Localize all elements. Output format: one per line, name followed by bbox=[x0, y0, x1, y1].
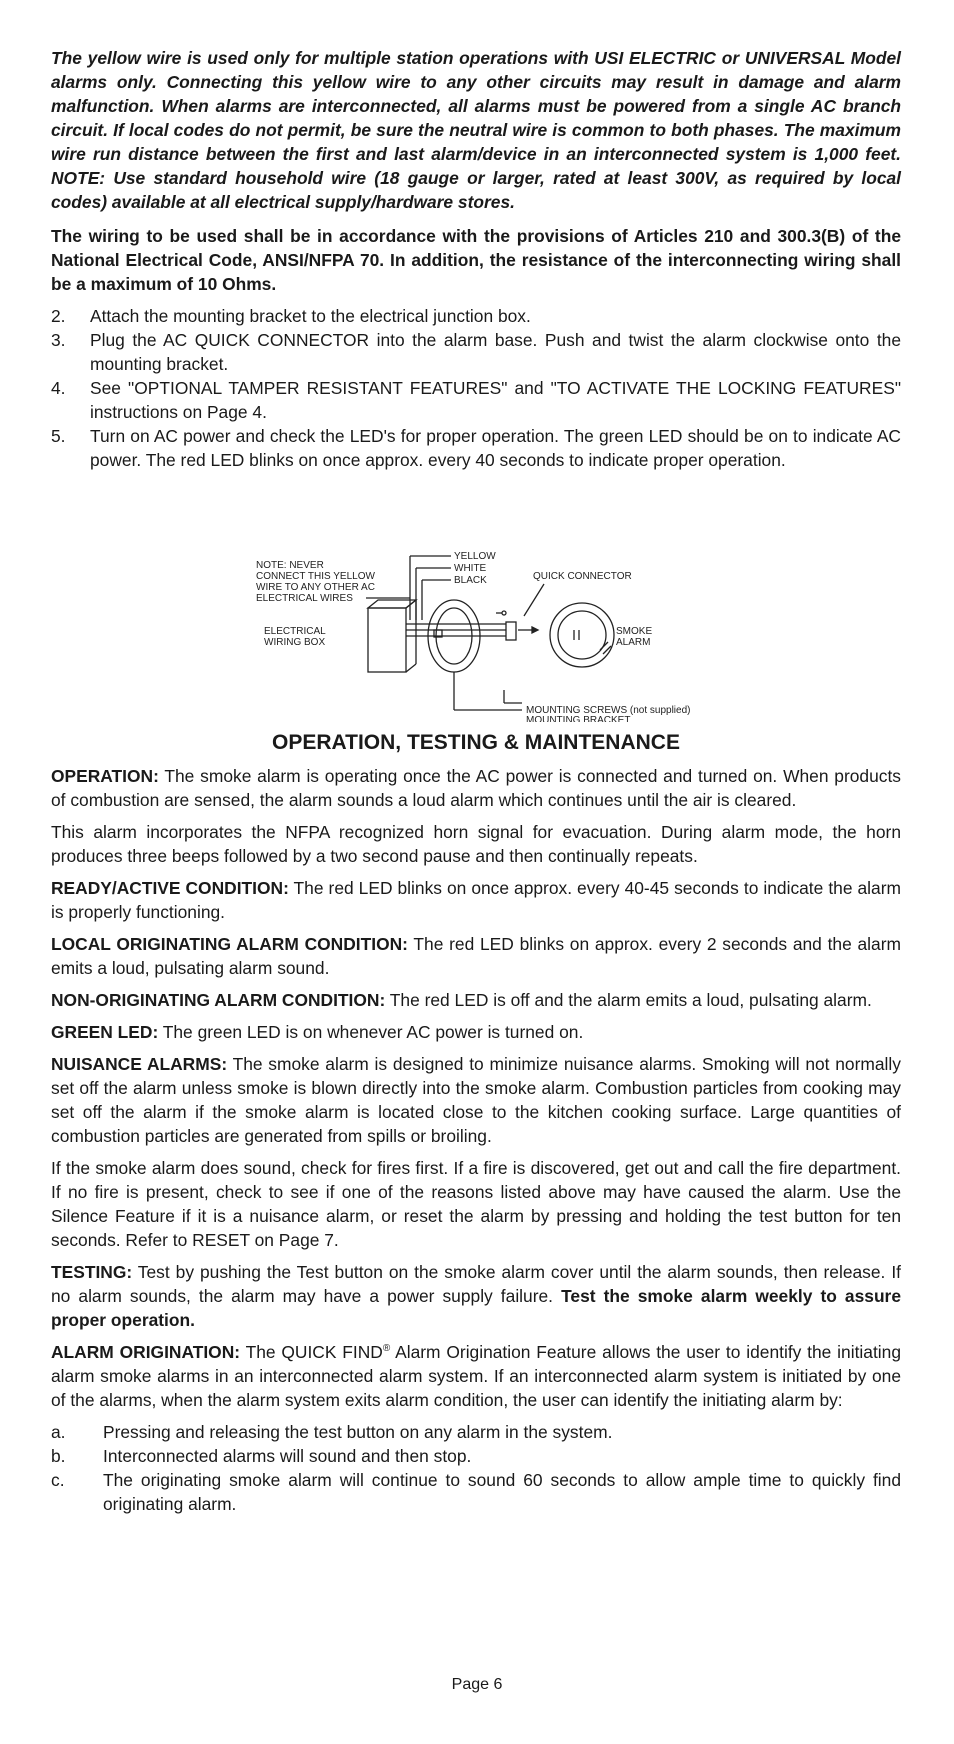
svg-text:WIRING BOX: WIRING BOX bbox=[264, 637, 326, 648]
ready-condition-paragraph: READY/ACTIVE CONDITION: The red LED blinks on once approx. every 40-45 seconds to indicate the alarm is properly functioning. bbox=[51, 878, 901, 922]
local-originating-paragraph: LOCAL ORIGINATING ALARM CONDITION: The red LED blinks on approx. every 2 seconds and the alarm emits a loud, pulsating alarm sound. bbox=[51, 934, 901, 978]
yellow-wire-warning: The yellow wire is used only for multiple station operations with USI ELECTRIC or UNIVERSAL Model alarms only. Connecting this yellow wire to any other circuits may result in damage and alarm malfunction. When alarms are interconnected, all alarms must be powered from a single AC branch circuit. If local codes do not permit, be sure the neutral wire is common to both phases. The maximum wire run distance between the first and last alarm/device in an interconnected system is 1,000 feet. NOTE: Use standard household wire (18 gauge or larger, rated at least 300V, as required by local codes) available at all electrical supply/hardware stores. bbox=[51, 48, 901, 212]
svg-text:BLACK: BLACK bbox=[454, 575, 487, 586]
horn-paragraph: This alarm incorporates the NFPA recognized horn signal for evacuation. During alarm mode, the horn produces three beeps followed by a two second pause and then continually repeats. bbox=[51, 822, 901, 866]
list-item: b. Interconnected alarms will sound and then stop. bbox=[51, 1446, 472, 1466]
svg-text:WIRE TO ANY OTHER AC: WIRE TO ANY OTHER AC bbox=[256, 582, 375, 593]
diagram-note-label bbox=[256, 560, 375, 604]
quick-connector-label: QUICK CONNECTOR bbox=[533, 571, 632, 582]
manual-page bbox=[51, 46, 901, 1516]
svg-text:ALARM: ALARM bbox=[616, 637, 651, 648]
svg-text:YELLOW: YELLOW bbox=[454, 551, 496, 562]
wiring-box-label bbox=[264, 626, 326, 648]
green-led-paragraph: GREEN LED: The green LED is on whenever AC power is turned on. bbox=[51, 1022, 584, 1042]
origination-steps bbox=[51, 1420, 901, 1516]
mounting-screws-label: MOUNTING SCREWS (not supplied) bbox=[526, 705, 691, 716]
wiring-requirements: The wiring to be used shall be in accordance with the provisions of Articles 210 and 300.3(B) of the National Electrical Code, ANSI/NFPA 70. In addition, the resistance of the interconnecting wiring shall be a maximum of 10 Ohms. bbox=[51, 226, 901, 294]
nuisance-alarms-paragraph: NUISANCE ALARMS: The smoke alarm is designed to minimize nuisance alarms. Smoking will not normally set off the alarm unless smoke is blown directly into the smoke alarm. Combustion particles from cooking may set off the alarm if the smoke alarm is located close to the kitchen cooking surface. Large quantities of combustion particles are generated from spills or broiling. bbox=[51, 1054, 901, 1146]
list-item: 2. Attach the mounting bracket to the electrical junction box. bbox=[51, 306, 531, 326]
svg-text:SMOKE: SMOKE bbox=[616, 626, 653, 637]
list-item: c. The originating smoke alarm will continue to sound 60 seconds to allow ample time to quickly find originating alarm. bbox=[51, 1470, 901, 1514]
svg-text:NOTE: NEVER: NOTE: NEVER bbox=[256, 560, 324, 571]
installation-steps bbox=[51, 304, 901, 472]
svg-text:ELECTRICAL: ELECTRICAL bbox=[264, 626, 326, 637]
section-title: OPERATION, TESTING & MAINTENANCE bbox=[272, 731, 680, 754]
svg-text:ELECTRICAL WIRES: ELECTRICAL WIRES bbox=[256, 593, 353, 604]
mounting-bracket-label: MOUNTING BRACKET bbox=[526, 715, 631, 722]
smoke-alarm-label bbox=[616, 626, 652, 648]
page-number: Page 6 bbox=[451, 1676, 503, 1693]
svg-text:WHITE: WHITE bbox=[454, 563, 487, 574]
non-originating-paragraph: NON-ORIGINATING ALARM CONDITION: The red LED is off and the alarm emits a loud, pulsating alarm. bbox=[51, 990, 872, 1010]
alarm-origination-paragraph: ALARM ORIGINATION: The QUICK FIND® Alarm Origination Feature allows the user to identify the initiating alarm smoke alarms in an interconnected alarm system. If an interconnected alarm system is initiated by one of the alarms, when the alarm system exits alarm condition, the user can identify the initiating alarm by: bbox=[51, 1342, 901, 1410]
wire-color-labels bbox=[454, 551, 496, 586]
list-item: 4. See "OPTIONAL TAMPER RESISTANT FEATURES" and "TO ACTIVATE THE LOCKING FEATURES" instructions on Page 4. bbox=[51, 378, 901, 422]
fire-check-paragraph: If the smoke alarm does sound, check for fires first. If a fire is discovered, get out and call the fire department. If no fire is present, check to see if one of the reasons listed above may have caused the alarm. Use the Silence Feature if it is a nuisance alarm, or reset the alarm by pressing and holding the test button for ten seconds. Refer to RESET on Page 7. bbox=[51, 1158, 901, 1250]
testing-paragraph: TESTING: Test by pushing the Test button on the smoke alarm cover until the alarm sounds, then release. If no alarm sounds, the alarm may have a power supply failure. Test the smoke alarm weekly to assure proper operation. bbox=[51, 1262, 902, 1330]
list-item: 3. Plug the AC QUICK CONNECTOR into the alarm base. Push and twist the alarm clockwise onto the mounting bracket. bbox=[51, 330, 901, 374]
wiring-diagram bbox=[256, 550, 696, 722]
list-item: a. Pressing and releasing the test button on any alarm in the system. bbox=[51, 1422, 613, 1442]
svg-text:CONNECT THIS YELLOW: CONNECT THIS YELLOW bbox=[256, 571, 375, 582]
list-item: 5. Turn on AC power and check the LED's for proper operation. The green LED should be on to indicate AC power. The red LED blinks on once approx. every 40 seconds to indicate proper operation. bbox=[51, 426, 901, 470]
operation-paragraph: OPERATION: The smoke alarm is operating once the AC power is connected and turned on. When products of combustion are sensed, the alarm sounds a loud alarm which continues until the air is cleared. bbox=[51, 766, 901, 810]
